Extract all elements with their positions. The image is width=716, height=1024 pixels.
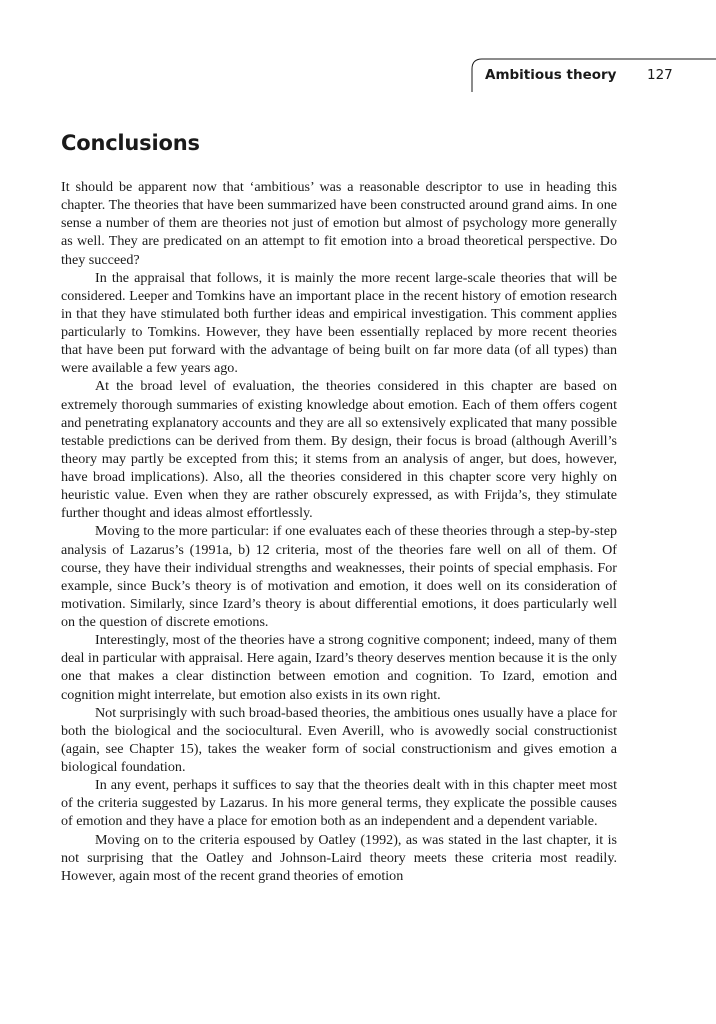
paragraph: At the broad level of evaluation, the theories considered in this chapter are based on extremely thorough summaries of existing knowledge about emotion. Each of them offers cogent and penetrating explanatory accounts and they are all so extensively explicated that many possible testable predictions can be derived from them. By design, their focus is broad (although Averill’s theory may partly be excepted from this; it stems from an analysis of anger, but does, however, have broad implications). Also, all the theories considered in this chapter score very highly on heuristic value. Even when they are rather obscurely expressed, as with Frijda’s, they stimulate further thought and ideas almost effortlessly. (61, 378, 617, 522)
running-head (470, 58, 716, 92)
body-text (61, 178, 617, 885)
paragraph: Not surprisingly with such broad-based theories, the ambitious ones usually have a place for both the biological and the sociocultural. Even Averill, who is avowedly social constructionist (again, see Chapter 15), takes the weaker form of social constructionism and gives emotion a biological foundation. (61, 704, 617, 775)
paragraph: It should be apparent now that ‘ambitious’ was a reasonable descriptor to use in heading this chapter. The theories that have been summarized have been constructed around grand aims. In one sense a number of them are theories not just of emotion but almost of psychology more generally as well. They are predicated on an attempt to fit emotion into a broad theoretical perspective. Do they succeed? (61, 179, 617, 268)
paragraph: In any event, perhaps it suffices to say that the theories dealt with in this chapter meet most of the criteria suggested by Lazarus. In his more general terms, they explicate the possible causes of emotion and they have a place for emotion both as an independent and a dependent variable. (61, 777, 617, 830)
paragraph: Moving to the more particular: if one evaluates each of these theories through a step-by-step analysis of Lazarus’s (1991a, b) 12 criteria, most of the theories fare well on all of them. Of course, they have their individual strengths and weaknesses, their points of special emphasis. For example, since Buck’s theory is of motivation and emotion, it does well on its consideration of motivation. Similarly, since Izard’s theory is about differential emotions, it does particularly well on the question of discrete emotions. (61, 523, 617, 630)
page-number: 127 (647, 67, 673, 83)
section-title: Conclusions (61, 131, 200, 155)
paragraph: Interestingly, most of the theories have a strong cognitive component; indeed, many of them deal in particular with appraisal. Here again, Izard’s theory deserves mention because it is the only one that makes a clear distinction between emotion and cognition. To Izard, emotion and cognition might interrelate, but emotion also exists in its own right. (61, 632, 617, 703)
running-head-title: Ambitious theory (485, 67, 617, 83)
paragraph: Moving on to the criteria espoused by Oatley (1992), as was stated in the last chapter, it is not surprising that the Oatley and Johnson-Laird theory meets these criteria most readily. However, again most of the recent grand theories of emotion (61, 831, 617, 884)
paragraph: In the appraisal that follows, it is mainly the more recent large-scale theories that will be considered. Leeper and Tomkins have an important place in the recent history of emotion research in that they have stimulated both further ideas and empirical investigation. This comment applies particularly to Tomkins. However, they have been essentially replaced by more recent theories that have been put forward with the advantage of being built on far more data (of all types) than were available a few years ago. (61, 269, 617, 377)
